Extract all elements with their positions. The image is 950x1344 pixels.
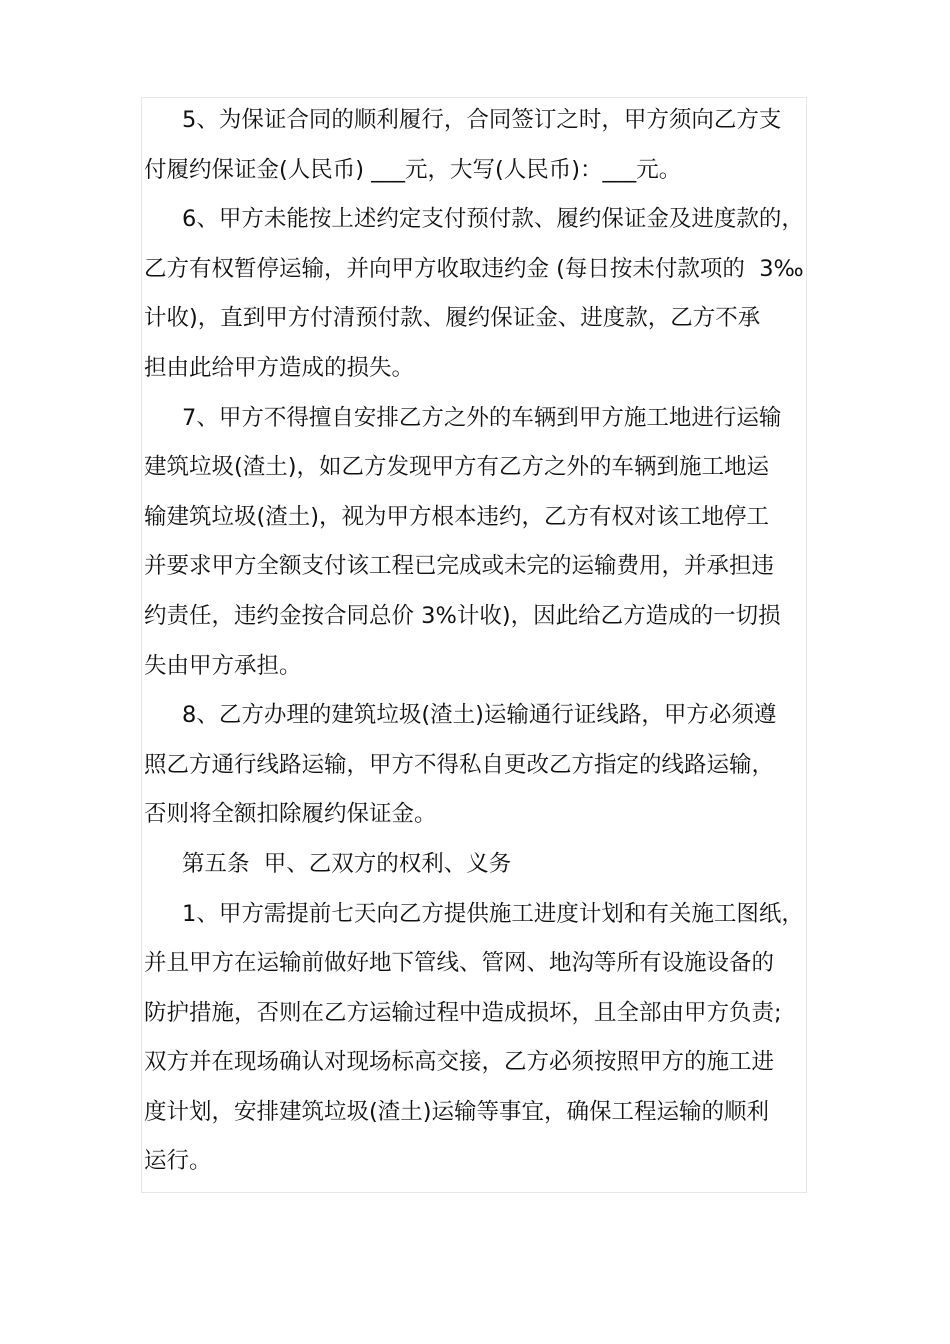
- clause-5-line-2: 付履约保证金(人民币) ___元，大写(人民币)：___元。: [144, 156, 682, 183]
- clause-7-line-4: 并要求甲方全额支付该工程已完成或未完的运输费用，并承担违: [144, 553, 775, 580]
- clause-7-line-6: 失由甲方承担。: [144, 652, 302, 679]
- clause-8-line-1: 8、乙方办理的建筑垃圾(渣土)运输通行证线路，甲方必须遵: [182, 702, 777, 729]
- article-5-item-1-line-3: 防护措施，否则在乙方运输过程中造成损坏，且全部由甲方负责;: [144, 999, 782, 1026]
- clause-7-line-1: 7、甲方不得擅自安排乙方之外的车辆到甲方施工地进行运输: [182, 404, 782, 431]
- clause-6-line-4: 担由此给甲方造成的损失。: [144, 354, 415, 381]
- document-body: [144, 96, 844, 1187]
- clause-5-line-1: 5、为保证合同的顺利履行，合同签订之时，甲方须向乙方支: [182, 107, 782, 133]
- article-5-item-1-line-6: 运行。: [144, 1148, 212, 1175]
- clause-6-line-1: 6、甲方未能按上述约定支付预付款、履约保证金及进度款的，: [182, 206, 804, 233]
- clause-8-line-3: 否则将全额扣除履约保证金。: [144, 801, 437, 828]
- article-5-item-1-line-1: 1、甲方需提前七天向乙方提供施工进度计划和有关施工图纸，: [182, 900, 804, 927]
- article-5-item-1-line-5: 度计划，安排建筑垃圾(渣土)运输等事宜，确保工程运输的顺利: [144, 1098, 770, 1125]
- clause-6-line-2: 乙方有权暂停运输，并向甲方收取违约金 (每日按未付款项的 3‰: [144, 255, 804, 282]
- clause-7-line-5: 约责任，违约金按合同总价 3%计收)，因此给乙方造成的一切损: [144, 602, 781, 629]
- clause-7-line-3: 输建筑垃圾(渣土)，视为甲方根本违约，乙方有权对该工地停工: [144, 503, 770, 530]
- article-5-heading: 第五条 甲、乙双方的权利、义务: [182, 850, 512, 877]
- clause-8-line-2: 照乙方通行线路运输，甲方不得私自更改乙方指定的线路运输，: [144, 751, 775, 778]
- article-5-item-1-line-2: 并且甲方在运输前做好地下管线、管网、地沟等所有设施设备的: [144, 950, 775, 977]
- article-5-item-1-line-4: 双方并在现场确认对现场标高交接，乙方必须按照甲方的施工进: [144, 1049, 775, 1076]
- clause-6-line-3: 计收)，直到甲方付清预付款、履约保证金、进度款，乙方不承: [144, 305, 761, 332]
- clause-7-line-2: 建筑垃圾(渣土)，如乙方发现甲方有乙方之外的车辆到施工地运: [144, 454, 770, 481]
